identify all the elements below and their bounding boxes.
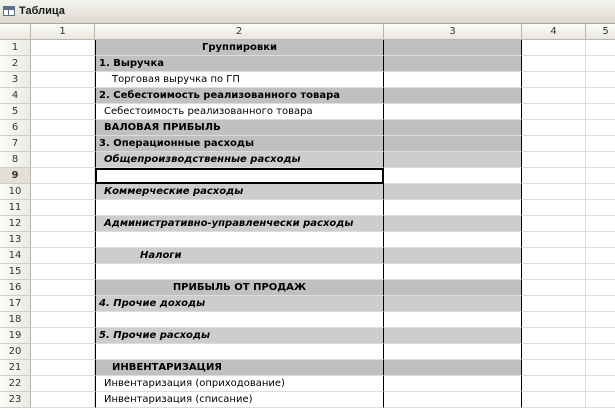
cell-r9-c2[interactable] <box>95 168 384 184</box>
cell-r12-c2[interactable]: Административно-управленчески расходы <box>95 216 384 232</box>
cell-r21-c2[interactable]: ИНВЕНТАРИЗАЦИЯ <box>95 360 384 376</box>
cell-r21-c1[interactable] <box>31 360 95 376</box>
cell-r21-c5[interactable] <box>586 360 615 376</box>
cell-r12-c3[interactable] <box>384 216 522 232</box>
cell-r9-c5[interactable] <box>586 168 615 184</box>
cell-r2-c1[interactable] <box>31 56 95 72</box>
cell-r4-c5[interactable] <box>586 88 615 104</box>
cell-r6-c3[interactable] <box>384 120 522 136</box>
row-header-16[interactable]: 16 <box>0 280 31 296</box>
cell-r7-c1[interactable] <box>31 136 95 152</box>
corner-select-all[interactable] <box>0 24 31 40</box>
cell-r14-c1[interactable] <box>31 248 95 264</box>
cell-r11-c5[interactable] <box>586 200 615 216</box>
cell-r15-c4[interactable] <box>522 264 586 280</box>
row-header-12[interactable]: 12 <box>0 216 31 232</box>
cell-r9-c4[interactable] <box>522 168 586 184</box>
cell-r6-c2[interactable]: ВАЛОВАЯ ПРИБЫЛЬ <box>95 120 384 136</box>
row-header-9[interactable]: 9 <box>0 168 31 184</box>
row-header-19[interactable]: 19 <box>0 328 31 344</box>
row-header-2[interactable]: 2 <box>0 56 31 72</box>
cell-r22-c5[interactable] <box>586 376 615 392</box>
cell-r5-c5[interactable] <box>586 104 615 120</box>
cell-r8-c1[interactable] <box>31 152 95 168</box>
column-header-4[interactable]: 4 <box>522 24 586 40</box>
cell-r4-c1[interactable] <box>31 88 95 104</box>
cell-r23-c5[interactable] <box>586 392 615 408</box>
cell-r4-c2[interactable]: 2. Себестоимость реализованного товара <box>95 88 384 104</box>
cell-r17-c3[interactable] <box>384 296 522 312</box>
cell-r20-c1[interactable] <box>31 344 95 360</box>
cell-r4-c3[interactable] <box>384 88 522 104</box>
row-header-13[interactable]: 13 <box>0 232 31 248</box>
cell-r17-c4[interactable] <box>522 296 586 312</box>
cell-r11-c4[interactable] <box>522 200 586 216</box>
cell-r8-c4[interactable] <box>522 152 586 168</box>
cell-r4-c4[interactable] <box>522 88 586 104</box>
cell-r3-c5[interactable] <box>586 72 615 88</box>
cell-r10-c1[interactable] <box>31 184 95 200</box>
cell-r19-c5[interactable] <box>586 328 615 344</box>
cell-r7-c2[interactable]: 3. Операционные расходы <box>95 136 384 152</box>
cell-r11-c1[interactable] <box>31 200 95 216</box>
row-header-7[interactable]: 7 <box>0 136 31 152</box>
cell-r12-c1[interactable] <box>31 216 95 232</box>
cell-r2-c2[interactable]: 1. Выручка <box>95 56 384 72</box>
cell-r15-c1[interactable] <box>31 264 95 280</box>
cell-r18-c2[interactable] <box>95 312 384 328</box>
cell-r1-c4[interactable] <box>522 40 586 56</box>
cell-r23-c2[interactable]: Инвентаризация (списание) <box>95 392 384 408</box>
cell-r5-c4[interactable] <box>522 104 586 120</box>
cell-r7-c4[interactable] <box>522 136 586 152</box>
cell-r8-c5[interactable] <box>586 152 615 168</box>
cell-r6-c1[interactable] <box>31 120 95 136</box>
row-header-22[interactable]: 22 <box>0 376 31 392</box>
row-header-5[interactable]: 5 <box>0 104 31 120</box>
cell-r15-c2[interactable] <box>95 264 384 280</box>
cell-r5-c2[interactable]: Себестоимость реализованного товара <box>95 104 384 120</box>
cell-r17-c1[interactable] <box>31 296 95 312</box>
cell-r1-c1[interactable] <box>31 40 95 56</box>
column-header-3[interactable]: 3 <box>384 24 522 40</box>
cell-r23-c4[interactable] <box>522 392 586 408</box>
cell-r17-c5[interactable] <box>586 296 615 312</box>
row-header-14[interactable]: 14 <box>0 248 31 264</box>
cell-r10-c4[interactable] <box>522 184 586 200</box>
cell-r17-c2[interactable]: 4. Прочие доходы <box>95 296 384 312</box>
row-header-10[interactable]: 10 <box>0 184 31 200</box>
cell-r14-c3[interactable] <box>384 248 522 264</box>
cell-r9-c3[interactable] <box>384 168 522 184</box>
row-header-11[interactable]: 11 <box>0 200 31 216</box>
cell-r16-c1[interactable] <box>31 280 95 296</box>
cell-r16-c3[interactable] <box>384 280 522 296</box>
cell-r10-c3[interactable] <box>384 184 522 200</box>
cell-r7-c5[interactable] <box>586 136 615 152</box>
cell-r8-c3[interactable] <box>384 152 522 168</box>
row-header-15[interactable]: 15 <box>0 264 31 280</box>
cell-r18-c3[interactable] <box>384 312 522 328</box>
cell-r9-c1[interactable] <box>31 168 95 184</box>
cell-r22-c3[interactable] <box>384 376 522 392</box>
cell-r16-c2[interactable]: ПРИБЫЛЬ ОТ ПРОДАЖ <box>95 280 384 296</box>
cell-r18-c1[interactable] <box>31 312 95 328</box>
cell-r13-c4[interactable] <box>522 232 586 248</box>
column-header-2[interactable]: 2 <box>95 24 384 40</box>
cell-r14-c4[interactable] <box>522 248 586 264</box>
cell-r5-c1[interactable] <box>31 104 95 120</box>
cell-r18-c4[interactable] <box>522 312 586 328</box>
cell-r8-c2[interactable]: Общепроизводственные расходы <box>95 152 384 168</box>
cell-r19-c3[interactable] <box>384 328 522 344</box>
cell-r14-c5[interactable] <box>586 248 615 264</box>
cell-r16-c4[interactable] <box>522 280 586 296</box>
cell-r13-c3[interactable] <box>384 232 522 248</box>
cell-r19-c4[interactable] <box>522 328 586 344</box>
cell-r15-c5[interactable] <box>586 264 615 280</box>
row-header-23[interactable]: 23 <box>0 392 31 408</box>
cell-r21-c3[interactable] <box>384 360 522 376</box>
cell-r2-c5[interactable] <box>586 56 615 72</box>
cell-r2-c4[interactable] <box>522 56 586 72</box>
cell-r23-c3[interactable] <box>384 392 522 408</box>
cell-r1-c2[interactable]: Группировки <box>95 40 384 56</box>
cell-r22-c2[interactable]: Инвентаризация (оприходование) <box>95 376 384 392</box>
row-header-18[interactable]: 18 <box>0 312 31 328</box>
cell-r11-c3[interactable] <box>384 200 522 216</box>
cell-r22-c1[interactable] <box>31 376 95 392</box>
cell-r11-c2[interactable] <box>95 200 384 216</box>
cell-r22-c4[interactable] <box>522 376 586 392</box>
cell-r3-c1[interactable] <box>31 72 95 88</box>
window-title: Таблица <box>19 5 65 17</box>
column-header-5[interactable]: 5 <box>586 24 615 40</box>
cell-r6-c5[interactable] <box>586 120 615 136</box>
row-header-3[interactable]: 3 <box>0 72 31 88</box>
cell-r21-c4[interactable] <box>522 360 586 376</box>
cell-r20-c3[interactable] <box>384 344 522 360</box>
row-header-21[interactable]: 21 <box>0 360 31 376</box>
cell-r15-c3[interactable] <box>384 264 522 280</box>
row-header-8[interactable]: 8 <box>0 152 31 168</box>
cell-r20-c4[interactable] <box>522 344 586 360</box>
cell-r7-c3[interactable] <box>384 136 522 152</box>
cell-r12-c4[interactable] <box>522 216 586 232</box>
cell-r3-c2[interactable]: Торговая выручка по ГП <box>95 72 384 88</box>
cell-r3-c3[interactable] <box>384 72 522 88</box>
cell-r14-c2[interactable]: Налоги <box>95 248 384 264</box>
cell-r2-c3[interactable] <box>384 56 522 72</box>
cell-r23-c1[interactable] <box>31 392 95 408</box>
row-header-20[interactable]: 20 <box>0 344 31 360</box>
cell-r10-c2[interactable]: Коммерческие расходы <box>95 184 384 200</box>
window-titlebar <box>0 0 615 24</box>
row-header-4[interactable]: 4 <box>0 88 31 104</box>
cell-r13-c2[interactable] <box>95 232 384 248</box>
cell-r13-c1[interactable] <box>31 232 95 248</box>
table-icon <box>3 6 15 16</box>
cell-r20-c5[interactable] <box>586 344 615 360</box>
cell-r6-c4[interactable] <box>522 120 586 136</box>
cell-r5-c3[interactable] <box>384 104 522 120</box>
cell-r13-c5[interactable] <box>586 232 615 248</box>
row-header-1[interactable]: 1 <box>0 40 31 56</box>
cell-r19-c1[interactable] <box>31 328 95 344</box>
cell-r16-c5[interactable] <box>586 280 615 296</box>
cell-r1-c3[interactable] <box>384 40 522 56</box>
spreadsheet-grid[interactable] <box>0 24 615 410</box>
row-header-6[interactable]: 6 <box>0 120 31 136</box>
cell-r10-c5[interactable] <box>586 184 615 200</box>
cell-r18-c5[interactable] <box>586 312 615 328</box>
column-header-1[interactable]: 1 <box>31 24 95 40</box>
row-header-17[interactable]: 17 <box>0 296 31 312</box>
cell-r12-c5[interactable] <box>586 216 615 232</box>
cell-r3-c4[interactable] <box>522 72 586 88</box>
cell-r20-c2[interactable] <box>95 344 384 360</box>
cell-r19-c2[interactable]: 5. Прочие расходы <box>95 328 384 344</box>
cell-r1-c5[interactable] <box>586 40 615 56</box>
